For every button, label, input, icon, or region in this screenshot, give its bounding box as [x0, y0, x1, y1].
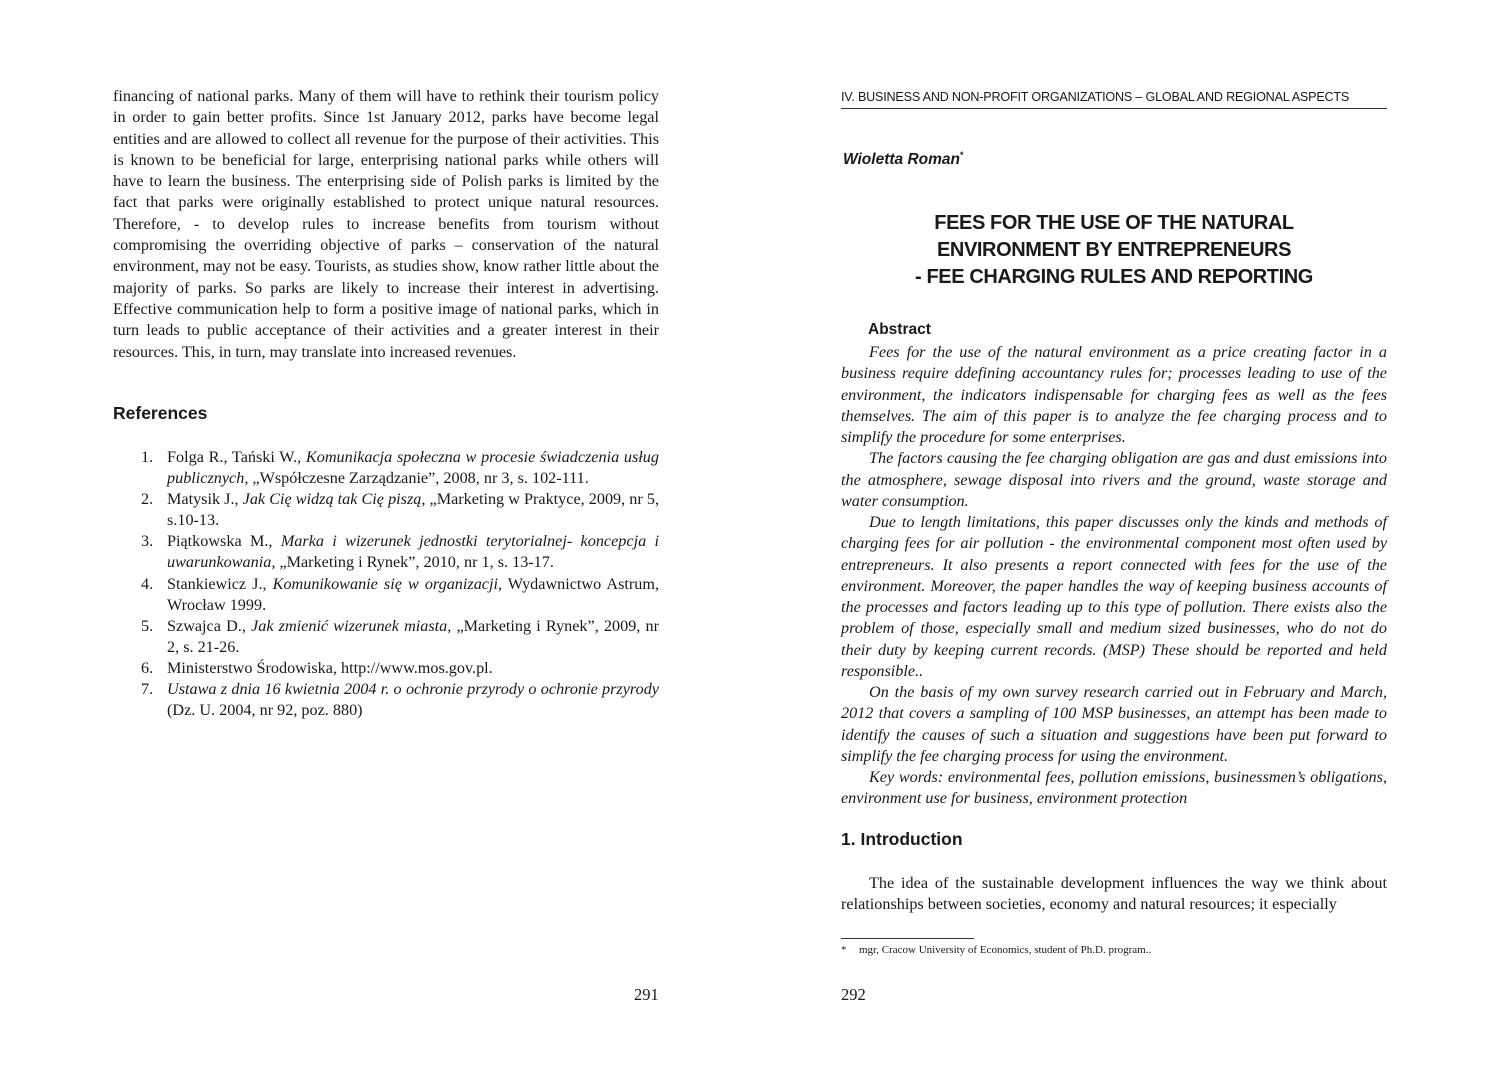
reference-title: Jak zmienić wizerunek miasta,	[251, 616, 452, 635]
footnote-mark: *	[841, 944, 847, 956]
reference-details: „Współczesne Zarządzanie”, 2008, nr 3, s. 102-111.	[248, 469, 589, 488]
reference-details: Wydawnictwo Astrum, Wrocław 1999.	[167, 574, 659, 614]
reference-number: 1.	[141, 448, 154, 466]
reference-details: „Marketing i Rynek”, 2009, nr 2, s. 21-26.	[167, 616, 659, 656]
title-line: ENVIRONMENT BY ENTREPRENEURS	[936, 239, 1292, 261]
reference-item	[113, 489, 659, 531]
abstract-body	[841, 342, 1387, 810]
reference-number: 5.	[141, 616, 154, 635]
reference-authors: Piątkowska M.,	[167, 532, 281, 551]
reference-number: 2.	[141, 490, 154, 509]
abstract-paragraph: Fees for the use of the natural environment as a price creating factor in a business require ddefining accountancy rules for; processes leading to use of the environment, the indicators indispensable for charging fees as well as the fees themselves. The aim of this paper is to analyze the fee charging process and to simplify the procedure for some enterprises.	[841, 343, 1387, 446]
reference-authors: Ministerstwo Środowiska, http://www.mos.gov.pl.	[167, 658, 493, 677]
reference-title: Marka i wizerunek jednostki terytorialnej- koncepcja i uwarunkowania,	[167, 532, 660, 572]
abstract-paragraph: Due to length limitations, this paper discusses only the kinds and methods of charging fees for air pollution - the environmental component most often used by entrepreneurs. It also presents a report connected with fees for the use of the environment. Moreover, the paper handles the way of keeping business accounts of the processes and factors leading up to this type of pollution. There exists also the problem of those, especially small and medium sized businesses, who do not do their duty by keeping current records. (MSP) These should be reported and held responsible..	[841, 513, 1387, 680]
keywords-paragraph: Key words: environmental fees, pollution emissions, businessmen’s obligations, environment use for business, environment protection	[841, 768, 1387, 808]
reference-title: Komunikowanie się w organizacji,	[272, 574, 503, 593]
reference-title: Jak Cię widzą tak Cię piszą,	[242, 490, 426, 509]
paper-title	[841, 210, 1387, 291]
reference-item	[113, 658, 659, 679]
reference-item	[113, 616, 659, 658]
reference-number: 7.	[141, 680, 154, 699]
reference-item	[113, 447, 659, 489]
reference-item	[113, 531, 659, 573]
reference-authors: Szwajca D.,	[167, 616, 252, 635]
footnote	[841, 944, 1151, 956]
author-footnote-mark: *	[959, 150, 964, 160]
introduction-heading: 1. Introduction	[841, 829, 963, 849]
author-text: Wioletta Roman	[843, 151, 960, 169]
page-number-right: 292	[841, 985, 866, 1004]
introduction-paragraph: The idea of the sustainable development influences the way we think about relationships between societies, economy and natural resources; it especially	[841, 874, 1387, 914]
reference-number: 4.	[141, 574, 154, 593]
reference-authors: Folga R., Tański W.,	[167, 448, 306, 466]
abstract-heading: Abstract	[868, 321, 931, 338]
reference-item	[113, 574, 659, 616]
title-line: FEES FOR THE USE OF THE NATURAL	[934, 212, 1294, 234]
references-list	[113, 447, 659, 721]
page-number-left: 291	[634, 985, 659, 1004]
title-line: - FEE CHARGING RULES AND REPORTING	[915, 266, 1313, 288]
footnote-divider	[841, 938, 974, 939]
left-body-text: financing of national parks. Many of them will have to rethink their tourism policy in order to gain better profits. Since 1st January 2012, parks have become legal entities and are allowed to collect all revenue for the purpose of their activities. This is known to be beneficial for large, enterprising national parks while others will have to learn the business. The enterprising side of Polish parks is limited by the fact that parks were originally established to protect unique natural resources. Therefore, - to develop rules to increase benefits from tourism without compromising the overriding objective of parks – conservation of the natural environment, may not be easy. Tourists, as studies show, know rather little about the majority of parks. So parks are likely to increase their interest in advertising. Effective communication help to form a positive image of national parks, which in turn leads to public acceptance of their activities and a greater interest in their resources. This, in turn, may translate into increased revenues.	[113, 87, 659, 361]
reference-title: Ustawa z dnia 16 kwietnia 2004 r. o ochronie przyrody o ochronie przyrody	[167, 680, 659, 699]
reference-details: (Dz. U. 2004, nr 92, poz. 880)	[167, 701, 363, 720]
reference-number: 6.	[141, 658, 154, 677]
abstract-paragraph: On the basis of my own survey research carried out in February and March, 2012 that covers a sampling of 100 MSP businesses, an attempt has been made to identify the causes of such a situation and suggestions have been put forward to simplify the fee charging process for using the environment.	[841, 683, 1387, 765]
reference-number: 3.	[141, 532, 154, 551]
reference-details: „Marketing i Rynek”, 2010, nr 1, s. 13-17.	[275, 553, 554, 572]
abstract-paragraph: The factors causing the fee charging obligation are gas and dust emissions into the atmosphere, sewage disposal into rivers and the ground, waste storage and water consumption.	[841, 449, 1387, 510]
references-heading: References	[113, 403, 208, 423]
reference-authors: Stankiewicz J.,	[167, 574, 273, 593]
reference-details: „Marketing w Praktyce, 2009, nr 5, s.10-13.	[167, 490, 660, 530]
footnote-text: mgr, Cracow University of Economics, student of Ph.D. program..	[859, 944, 1152, 956]
reference-title: Komunikacja społeczna w procesie świadczenia usług publicznych,	[167, 448, 659, 488]
reference-item	[113, 679, 659, 721]
author-name	[843, 150, 964, 169]
reference-authors: Matysik J.,	[167, 490, 243, 509]
running-head: IV. BUSINESS AND NON-PROFIT ORGANIZATIONS – GLOBAL AND REGIONAL ASPECTS	[841, 90, 1387, 109]
